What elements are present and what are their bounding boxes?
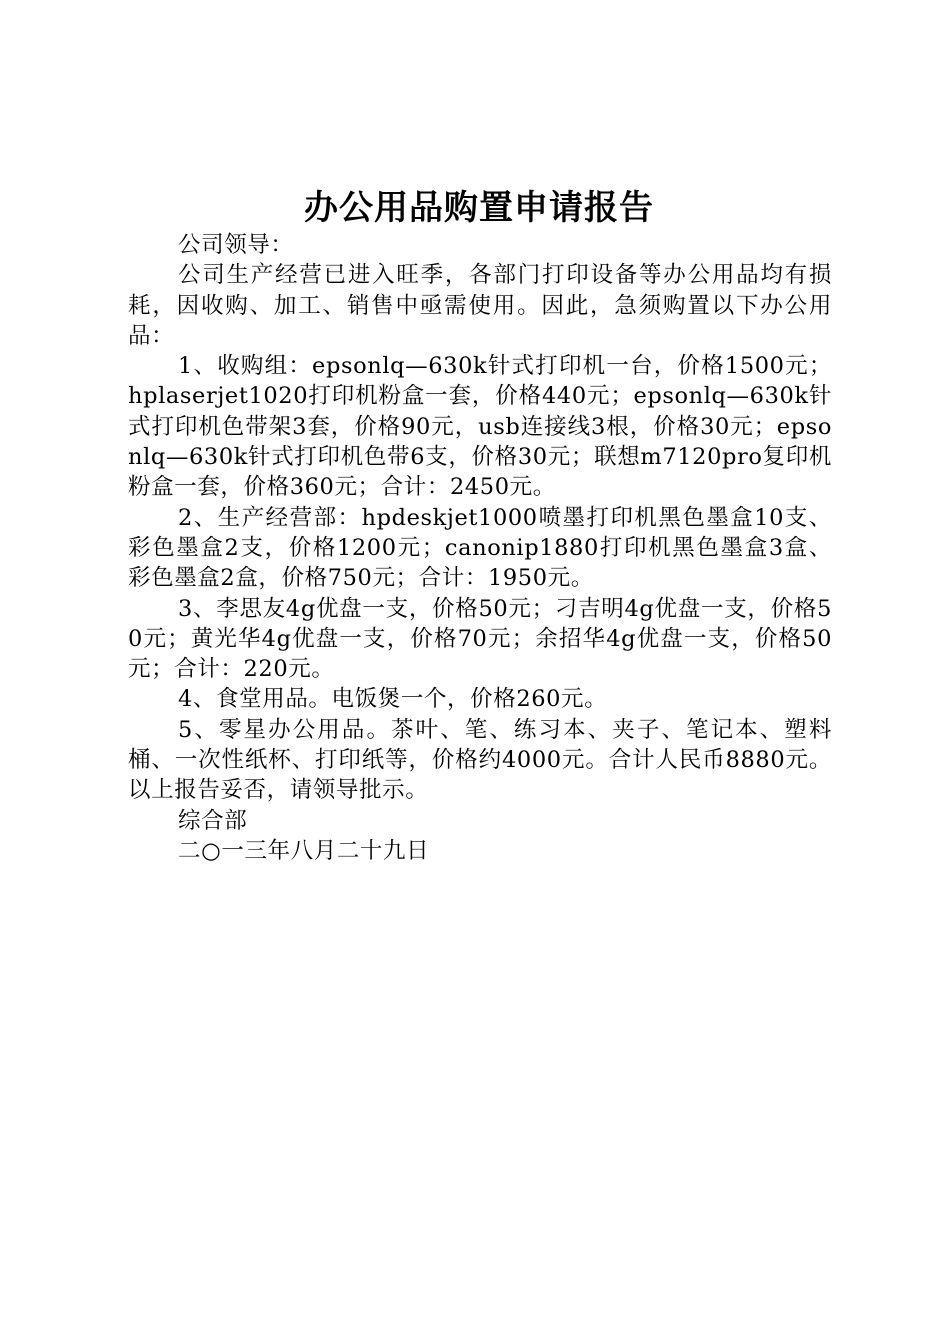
item-paragraph-1: 1、收购组：epsonlq—630k针式打印机一台，价格1500元；hplaserjet1020打印机粉盒一套，价格440元；epsonlq—630k针式打印机色带架3套，价格90元，usb连接线3根，价格30元；epsonlq—630k针式打印机色带6支，价格30元；联想m7120pro复印机粉盒一套，价格360元；合计：2450元。 [128,353,832,501]
item-paragraph-5: 5、零星办公用品。茶叶、笔、练习本、夹子、笔记本、塑料桶、一次性纸杯、打印纸等，价格约4000元。合计人民币8880元。以上报告妥否，请领导批示。 [128,716,832,804]
department-signature: 综合部 [178,807,248,834]
item-paragraph-2: 2、生产经营部：hpdeskjet1000喷墨打印机黑色墨盒10支、彩色墨盒2支，价格1200元；canonip1880打印机黑色墨盒3盒、彩色墨盒2盒，价格750元；合计：1950元。 [128,504,832,592]
item-paragraph-4: 4、食堂用品。电饭煲一个，价格260元。 [178,686,608,713]
item-paragraph-3: 3、李思友4g优盘一支，价格50元；刁吉明4g优盘一支，价格50元；黄光华4g优盘一支，价格70元；余招华4g优盘一支，价格50元；合计：220元。 [128,595,832,683]
document-date: 二○一三年八月二十九日 [178,837,430,864]
document-body [128,230,832,866]
intro-paragraph: 公司生产经营已进入旺季，各部门打印设备等办公用品均有损耗，因收购、加工、销售中亟需使用。因此，急须购置以下办公用品： [128,262,832,349]
document-title: 办公用品购置申请报告 [304,188,654,228]
salutation: 公司领导： [178,232,294,258]
